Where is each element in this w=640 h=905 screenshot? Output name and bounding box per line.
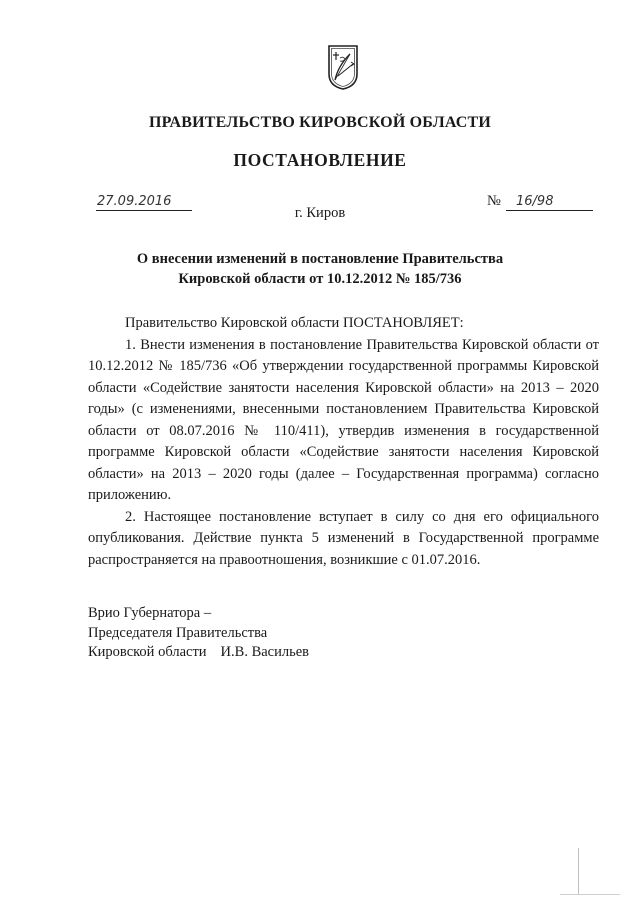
date-handwritten: 27.09.2016 (97, 194, 172, 209)
item-2-paragraph: 2. Настоящее постановление вступает в силу со дня его официального опубликования. Действие пункта 5 изменений в Государственной программе распространяется на правоотношения, возникшие с 01.07.2016. (88, 508, 599, 568)
organization-title: ПРАВИТЕЛЬСТВО КИРОВСКОЙ ОБЛАСТИ (148, 114, 492, 131)
signature-block (88, 604, 309, 663)
signature-org: Кировской области (88, 644, 207, 660)
city-label: г. Киров (294, 205, 346, 221)
scan-artifact-line (578, 848, 579, 894)
document-subject (0, 249, 640, 289)
number-handwritten: 16/98 (516, 194, 554, 209)
subject-line-1: О внесении изменений в постановление Правительства (136, 251, 504, 267)
subject-line-2: Кировской области от 10.12.2012 № 185/736 (178, 271, 462, 287)
document-type-title: ПОСТАНОВЛЕНИЕ (233, 150, 407, 170)
signature-title-line-3 (88, 643, 309, 663)
signature-title-line-2: Председателя Правительства (88, 624, 268, 641)
item-1-paragraph: 1. Внести изменения в постановление Правительства Кировской области от 10.12.2012 № 185/736 «Об утверждении государственной программы Кировской области «Содействие занятости населения Кировской области» на 2013 – 2020 годы» (с изменениями, внесенными постановлением Правительства Кировской области от 08.07.2016 № 110/411), утвердив изменения в государственной программе Кировской области «Содействие занятости населения Кировской области» на 2013 – 2020 годы (далее – Государственная программа) согласно приложению. (88, 336, 599, 503)
coat-of-arms-icon (326, 44, 360, 90)
number-sign: № (487, 193, 501, 209)
preamble-paragraph: Правительство Кировской области ПОСТАНОВЛЯЕТ: (125, 315, 464, 331)
document-body (88, 313, 599, 571)
scan-artifact-line (560, 894, 620, 895)
signature-title-line-1: Врио Губернатора – (88, 605, 212, 621)
signatory-name: И.В. Васильев (220, 644, 309, 660)
